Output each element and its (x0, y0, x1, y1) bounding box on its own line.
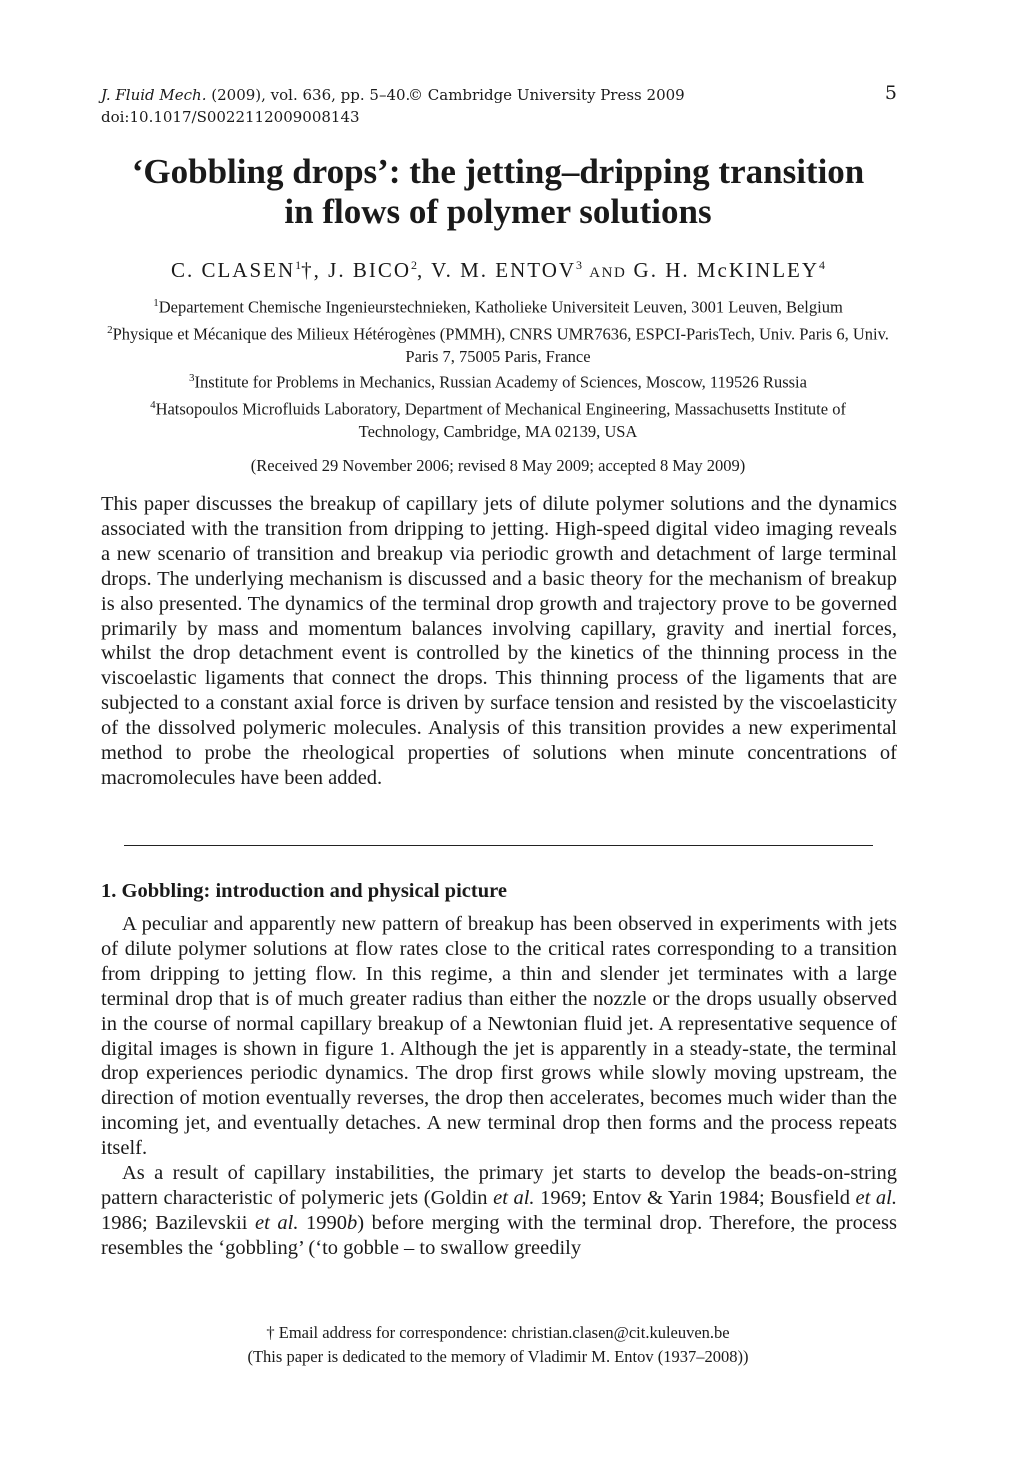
correspondence-footnote: † Email address for correspondence: christian.clasen@cit.kuleuven.be (266, 1323, 730, 1342)
paragraph-1: A peculiar and apparently new pattern of breakup has been observed in experiments with jets of dilute polymer solutions at flow rates close to the critical rates corresponding to a transition from dripping to jetting flow. In this regime, a thin and slender jet terminates with a large terminal drop that is of much greater radius than either the nozzle or the drops usually observed in the course of normal capillary breakup of a Newtonian fluid jet. A representative sequence of digital images is shown in figure 1. Although the jet is apparently in a steady-state, the terminal drop experiences periodic dynamics. The drop first grows while slowly moving upstream, the direction of motion eventually reverses, the drop then accelerates, becomes much wider than the incoming jet, and eventually detaches. A new terminal drop then forms and the process repeats itself. (101, 913, 897, 1160)
citation-letter: b (347, 1211, 358, 1234)
author-list: C. CLASEN$^1$†, J. BICO$^2$, V. M. ENTOV$^3$ AND G. H. McKINLEY$^4$ (170, 258, 826, 282)
affiliation-2-num: 2 (107, 324, 113, 336)
affiliation-3 (96, 367, 900, 394)
section-body (101, 912, 897, 1261)
author-1-affil: 1 (295, 258, 302, 272)
affiliation-3-text: Institute for Problems in Mechanics, Russian Academy of Sciences, Moscow, 119526 Russia (194, 372, 807, 392)
paragraph-2 (101, 1161, 897, 1261)
author-3-affil: 3 (576, 258, 583, 272)
affiliation-4-text: Hatsopoulos Microfluids Laboratory, Department of Mechanical Engineering, Massachusetts Institute of Technology, Cambridge, MA 02139, USA (155, 399, 846, 441)
affiliation-2-text: Physique et Mécanique des Milieux Hétérogènes (PMMH), CNRS UMR7636, ESPCI-ParisTech, Univ. Paris 6, Univ. Paris 7, 75005 Paris, France (112, 324, 889, 366)
et-al: et al. (493, 1186, 535, 1209)
copyright-notice: © Cambridge University Press 2009 (408, 86, 685, 104)
text-run: 1990 (298, 1211, 348, 1234)
author-1: C. CLASEN (170, 258, 296, 282)
paper-title (80, 152, 916, 232)
citation-details: (2009), vol. 636, pp. 5–40. (211, 86, 411, 104)
text-run: As a result of capillary instabilities, the primary jet starts to develop the beads-on-string pattern characteristic of polymeric jets (Goldin (101, 1162, 897, 1209)
page-number: 5 (884, 82, 897, 104)
running-header (101, 84, 897, 128)
doi: doi:10.1017/S0022112009008143 (101, 108, 360, 126)
title-line-1: ‘Gobbling drops’: the jetting–dripping transition (131, 152, 865, 191)
affiliation-1-num: 1 (153, 297, 159, 309)
footnotes (96, 1321, 900, 1369)
abstract: This paper discusses the breakup of capillary jets of dilute polymer solutions and the dynamics associated with the transition from dripping to jetting. High-speed digital video imaging reveals a new scenario of transition and breakup via periodic growth and detachment of large terminal drops. The underlying mechanism is discussed and a basic theory for the mechanism of breakup is also presented. The dynamics of the terminal drop growth and trajectory prove to be governed primarily by mass and momentum balances involving capillary, gravity and inertial forces, whilst the drop detachment event is controlled by the kinetics of the thinning process in the viscoelastic ligaments that connect the drops. This thinning process of the ligaments that are subjected to a constant axial force is driven by surface tension and resisted by the viscoelasticity of the dissolved polymeric molecules. Analysis of this transition provides a new experimental method to probe the rheological properties of solutions when minute concentrations of macromolecules have been added. (101, 493, 897, 789)
author-2-affil: 2 (411, 258, 418, 272)
section-heading: 1. Gobbling: introduction and physical picture (101, 880, 507, 902)
author-4: G. H. McKINLEY (633, 258, 820, 282)
author-4-affil: 4 (819, 258, 826, 272)
abstract-divider (124, 845, 873, 846)
text-run: ) before merging with the terminal drop. Therefore, the process resembles the ‘gobbling’ (‘to gobble – to swallow greedily (101, 1211, 897, 1259)
author-2: J. BICO (328, 258, 412, 282)
title-line-2: in flows of polymer solutions (284, 192, 712, 231)
journal-name: J. Fluid Mech. (101, 86, 207, 104)
author-and: AND (589, 265, 627, 281)
affiliation-2 (100, 319, 896, 368)
et-al: et al. (855, 1186, 897, 1209)
dedication-footnote: (This paper is dedicated to the memory of Vladimir M. Entov (1937–2008)) (247, 1347, 749, 1366)
author-1-mark: † (301, 258, 314, 282)
et-al: et al. (255, 1211, 299, 1234)
affiliation-1-text: Departement Chemische Ingenieurstechnieken, Katholieke Universiteit Leuven, 3001 Leuven, Belgium (158, 297, 843, 317)
received-dates: (Received 29 November 2006; revised 8 May 2009; accepted 8 May 2009) (250, 456, 746, 475)
affiliation-1 (96, 292, 900, 319)
text-run: 1986; Bazilevskii (101, 1211, 256, 1234)
affiliation-3-num: 3 (189, 372, 195, 384)
text-run: 1969; Entov & Yarin 1984; Bousfield (534, 1186, 856, 1209)
affiliation-4-num: 4 (150, 399, 156, 411)
author-3: V. M. ENTOV (431, 258, 577, 282)
affiliation-4 (130, 394, 866, 443)
